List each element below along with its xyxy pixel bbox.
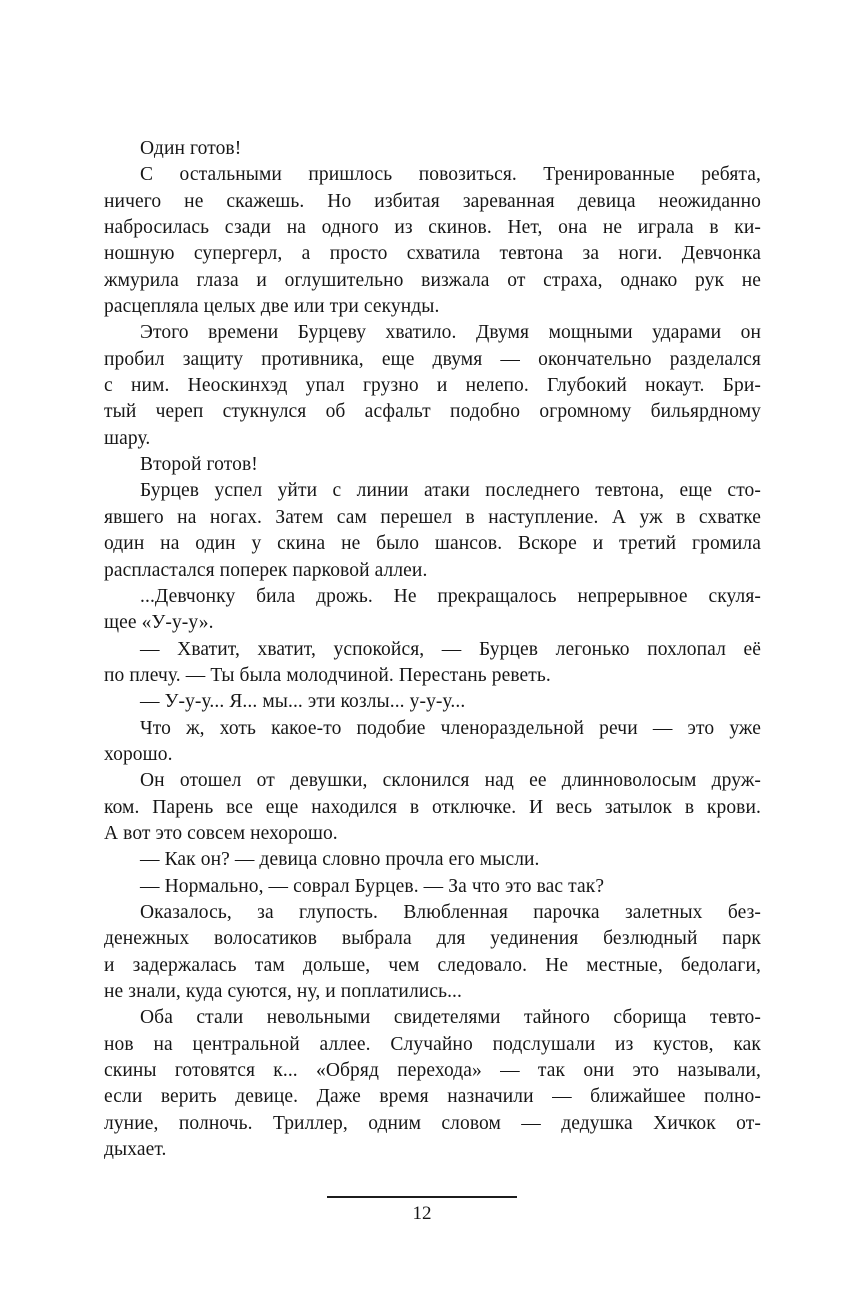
- text-line: тый череп стукнулся об асфальт подобно огромному бильярдному: [104, 401, 761, 423]
- paragraph: [104, 768, 761, 847]
- paragraph: [104, 716, 761, 769]
- text-line: пробил защиту противника, еще двумя — окончательно разделался: [104, 348, 761, 370]
- text-line: если верить девице. Даже время назначили — ближайшее полно-: [104, 1086, 761, 1108]
- text-line: Один готов!: [140, 138, 242, 159]
- text-line: явшего на ногах. Затем сам перешел в наступление. А уж в схватке: [104, 506, 761, 528]
- page-number: 12: [412, 1203, 432, 1224]
- text-line: С остальными пришлось повозиться. Тренированные ребята,: [140, 164, 761, 186]
- text-line: щее «У-у-у».: [104, 612, 214, 634]
- text-line: Что ж, хоть какое-то подобие членораздельной речи — это уже: [140, 717, 761, 739]
- text-line: ношную супергерл, а просто схватила тевтона за ноги. Девчонка: [104, 243, 761, 265]
- paragraph: [104, 900, 761, 1005]
- page-text: [104, 136, 761, 1163]
- text-line: — У-у-у... Я... мы... эти козлы... у-у-у...: [140, 691, 466, 713]
- text-line: Второй готов!: [140, 454, 258, 476]
- text-line: Оказалось, за глупость. Влюбленная парочка залетных без-: [140, 901, 761, 923]
- text-line: ...Девчонку била дрожь. Не прекращалось непрерывное скуля-: [140, 585, 761, 607]
- text-line: Оба стали невольными свидетелями тайного сборища тевто-: [140, 1007, 761, 1029]
- text-line: распластался поперек парковой аллеи.: [104, 559, 428, 581]
- text-line: с ним. Неоскинхэд упал грузно и нелепо. Глубокий нокаут. Бри-: [104, 375, 761, 397]
- text-line: луние, полночь. Триллер, одним словом — дедушка Хичкок от-: [104, 1112, 761, 1134]
- paragraph: [104, 584, 761, 637]
- text-line: Бурцев успел уйти с линии атаки последнего тевтона, еще сто-: [140, 480, 761, 502]
- paragraph: [104, 874, 761, 900]
- text-line: денежных волосатиков выбрала для уединения безлюдный парк: [104, 928, 761, 950]
- paragraph: [104, 1005, 761, 1163]
- page-footer: [0, 1196, 844, 1225]
- paragraph: [104, 847, 761, 873]
- text-line: скины готовятся к... «Обряд перехода» — так они это называли,: [104, 1060, 761, 1082]
- text-line: — Хватит, хватит, успокойся, — Бурцев легонько похлопал её: [140, 638, 761, 660]
- footer-rule: [327, 1196, 517, 1198]
- paragraph: [104, 689, 761, 715]
- paragraph: [104, 162, 761, 320]
- text-line: набросилась сзади на одного из скинов. Нет, она не играла в ки-: [104, 217, 761, 239]
- text-line: Этого времени Бурцеву хватило. Двумя мощными ударами он: [140, 322, 761, 344]
- text-line: хорошо.: [104, 743, 173, 765]
- text-line: не знали, куда суются, ну, и поплатились...: [104, 981, 463, 1002]
- text-line: и задержалась там дольше, чем следовало. Не местные, бедолаги,: [104, 954, 761, 976]
- paragraph: [104, 136, 761, 162]
- text-line: расцепляла целых две или три секунды.: [104, 296, 440, 318]
- text-line: жмурила глаза и оглушительно визжала от страха, однако рук не: [104, 269, 761, 291]
- paragraph: [104, 320, 761, 452]
- paragraph: [104, 452, 761, 478]
- paragraph: [104, 478, 761, 583]
- text-line: один на один у скина не было шансов. Вскоре и третий громила: [104, 533, 761, 555]
- text-line: ничего не скажешь. Но избитая зареванная девица неожиданно: [104, 190, 761, 212]
- text-line: А вот это совсем нехорошо.: [104, 822, 338, 844]
- text-line: по плечу. — Ты была молодчиной. Перестань реветь.: [104, 664, 551, 686]
- paragraph: [104, 637, 761, 690]
- text-line: Он отошел от девушки, склонился над ее длинноволосым друж-: [140, 770, 761, 792]
- text-line: — Нормально, — соврал Бурцев. — За что это вас так?: [140, 875, 605, 897]
- text-line: — Как он? — девица словно прочла его мысли.: [140, 849, 540, 871]
- text-line: шару.: [104, 427, 151, 449]
- text-line: дыхает.: [104, 1139, 167, 1161]
- text-line: нов на центральной аллее. Случайно подслушали из кустов, как: [104, 1033, 761, 1055]
- text-line: ком. Парень все еще находился в отключке. И весь затылок в крови.: [104, 796, 761, 818]
